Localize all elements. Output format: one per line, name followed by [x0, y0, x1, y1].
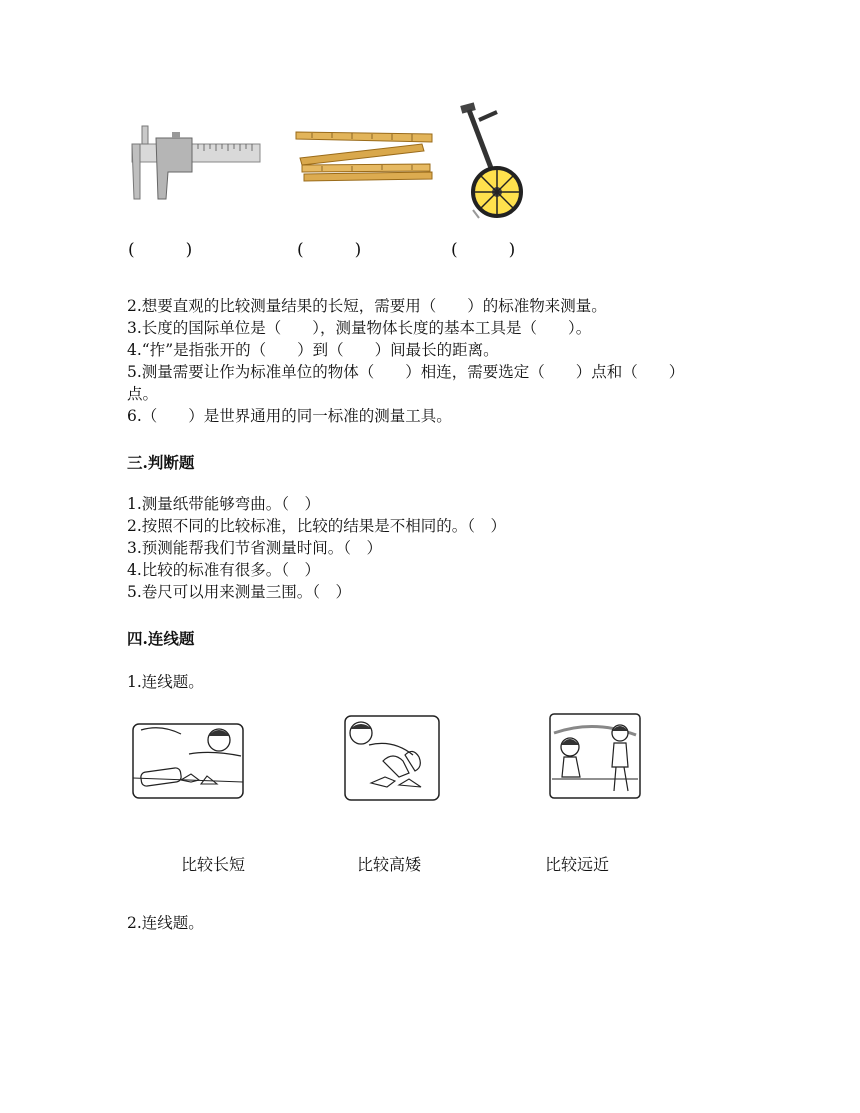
fill-question-5: 5.测量需要让作为标准单位的物体（ ）相连，需要选定（ ）点和（ ） [127, 363, 685, 381]
drawing-compare-length [131, 720, 245, 802]
matching-question-2: 2.连线题。 [127, 914, 204, 932]
fill-question-3: 3.长度的国际单位是（ ），测量物体长度的基本工具是（ ）。 [127, 319, 592, 337]
drawing-compare-distance [548, 711, 642, 801]
drawing-compare-height [343, 713, 441, 803]
judge-item-5: 5.卷尺可以用来测量三围。（ ） [127, 583, 352, 601]
caption-compare-length: 比较长短 [181, 855, 246, 874]
caption-compare-distance: 比较远近 [545, 855, 610, 874]
answer-blank-measuring-wheel[interactable]: ( ) [451, 240, 516, 260]
measuring-wheel-image [457, 100, 527, 220]
answer-blank-caliper[interactable]: ( ) [128, 240, 193, 260]
judge-item-4: 4.比较的标准有很多。（ ） [127, 561, 321, 579]
fill-question-6: 6.（ ）是世界通用的同一标准的测量工具。 [127, 407, 452, 425]
fill-question-4: 4.“拃”是指张开的（ ）到（ ）间最长的距离。 [127, 341, 499, 359]
section-heading-matching: 四.连线题 [127, 629, 195, 648]
judge-item-2: 2.按照不同的比较标准，比较的结果是不相同的。（ ） [127, 517, 507, 535]
caption-compare-height: 比较高矮 [357, 855, 422, 874]
judge-item-1: 1.测量纸带能够弯曲。（ ） [127, 495, 321, 513]
vernier-caliper-image [128, 124, 263, 204]
fill-question-2: 2.想要直观的比较测量结果的长短，需要用（ ）的标准物来测量。 [127, 297, 607, 315]
folding-ruler-image [292, 126, 437, 184]
judge-item-3: 3.预测能帮我们节省测量时间。（ ） [127, 539, 383, 557]
answer-blank-folding-ruler[interactable]: ( ) [297, 240, 362, 260]
section-heading-judge: 三.判断题 [127, 453, 195, 472]
fill-question-5-cont: 点。 [127, 385, 159, 403]
matching-question-1: 1.连线题。 [127, 673, 204, 691]
